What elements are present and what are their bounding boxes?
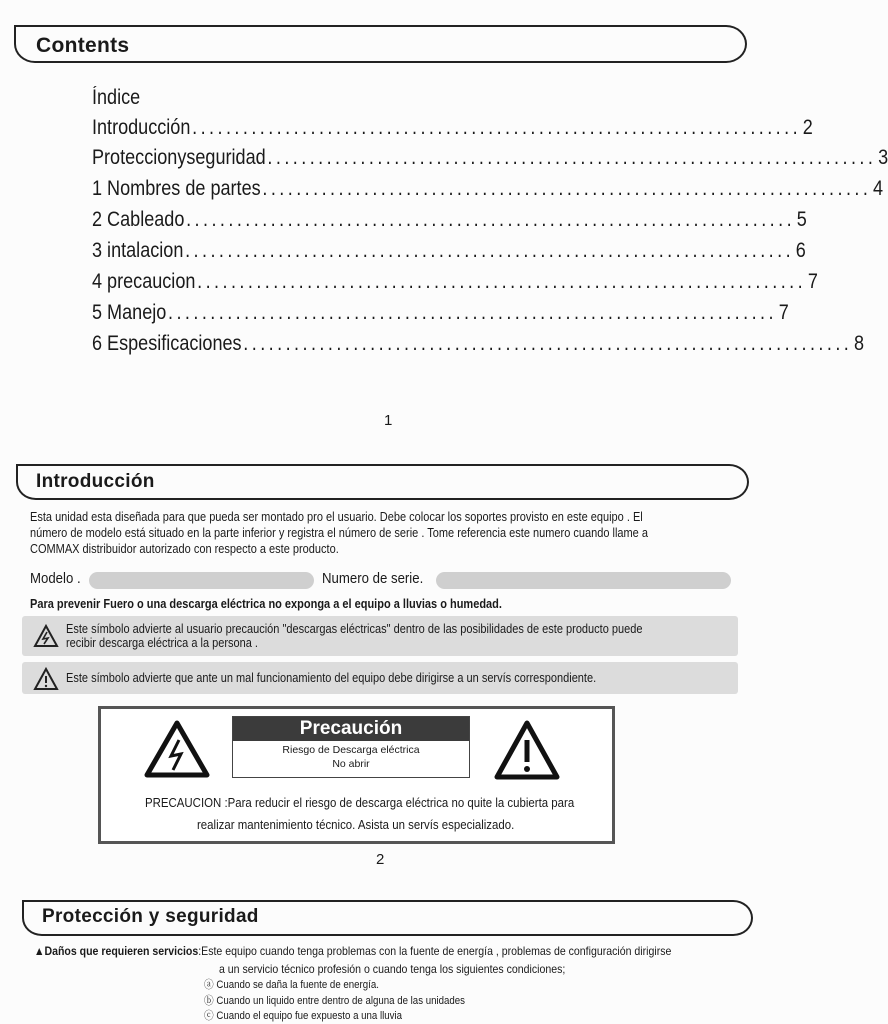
toc-item-page: 6 <box>795 239 806 262</box>
toc-leader-dots: ........................................................................ <box>262 177 872 200</box>
toc-item-page: 3 <box>878 146 888 169</box>
toc-item[interactable] <box>92 116 813 140</box>
shock-note-line: Este símbolo advierte al usuario precaución "descargas eléctricas" dentro de las posibilidades de este producto puede <box>66 622 643 636</box>
serial-field[interactable] <box>436 572 731 589</box>
toc-leader-dots: ........................................................................ <box>186 208 796 231</box>
protection-header-title: Protección y seguridad <box>42 906 259 927</box>
toc-leader-dots: ........................................................................ <box>197 270 807 293</box>
toc-item-page: 4 <box>873 177 884 200</box>
intro-paragraph-line: Esta unidad esta diseñada para que pueda ser montado pro el usuario. Debe colocar los soportes provisto en este equipo . El <box>30 510 643 524</box>
caution-banner: Precaución <box>233 717 469 741</box>
caution-subtitle: Riesgo de Descarga eléctrica <box>282 744 420 756</box>
toc-item[interactable] <box>92 270 818 294</box>
toc-item-label: 3 intalacion <box>92 239 184 262</box>
fire-warning: Para prevenir Fuero o una descarga eléctrica no exponga a el equipo a lluvias o humedad. <box>30 597 502 611</box>
caution-text-line: realizar mantenimiento técnico. Asista un servís especializado. <box>197 817 515 832</box>
intro-paragraph-line: número de modelo está situado en la parte inferior y registra el número de serie . Tome referencia este numero cuando llame a <box>30 526 648 540</box>
model-label: Modelo . <box>30 570 81 587</box>
toc-item-label: 6 Espesificaciones <box>92 332 242 355</box>
toc-item[interactable] <box>92 146 888 170</box>
toc-item-page: 2 <box>802 116 813 139</box>
toc-item[interactable] <box>92 332 865 356</box>
toc-item-page: 8 <box>853 332 865 355</box>
toc-leader-dots: ........................................................................ <box>243 332 853 355</box>
service-bullet-text: :Este equipo cuando tenga problemas con la fuente de energía , problemas de configuración dirigirse <box>198 944 672 958</box>
condition-item: ⓑ Cuando un liquido entre dentro de alguna de las unidades <box>204 995 466 1007</box>
toc-item-page: 7 <box>807 270 818 293</box>
toc-item-label: Introducción <box>92 116 191 139</box>
toc-subtitle: Índice <box>92 86 141 109</box>
toc-item[interactable] <box>92 239 806 263</box>
toc-item[interactable] <box>92 208 807 232</box>
toc-item-label: 4 precaucion <box>92 270 196 293</box>
page-number: 1 <box>384 412 393 429</box>
caution-subtitle: No abrir <box>332 758 370 770</box>
page-number: 2 <box>376 851 385 868</box>
service-bullet-continuation: a un servicio técnico profesión o cuando tenga los siguientes condiciones; <box>219 962 566 976</box>
model-field[interactable] <box>89 572 314 589</box>
toc-leader-dots: ........................................................................ <box>185 239 795 262</box>
service-bullet-line <box>34 943 671 959</box>
exclamation-warning-icon <box>33 667 59 691</box>
toc-item-label: 5 Manejo <box>92 301 167 324</box>
shock-warning-icon <box>33 624 59 648</box>
toc-item-label: 1 Nombres de partes <box>92 177 261 200</box>
intro-paragraph-line: COMMAX distribuidor autorizado con respecto a este producto. <box>30 542 339 556</box>
intro-header-title: Introducción <box>36 471 155 492</box>
serial-label: Numero de serie. <box>322 570 424 587</box>
toc-leader-dots: ........................................................................ <box>168 301 777 324</box>
toc-leader-dots: ........................................................................ <box>267 146 877 169</box>
shock-note-line: recibir descarga eléctrica a la persona . <box>66 636 258 650</box>
toc-item-page: 5 <box>796 208 807 231</box>
condition-item: ⓐ Cuando se daña la fuente de energía. <box>204 979 379 991</box>
condition-item: ⓒ Cuando el equipo fue expuesto a una lluvia <box>204 1010 403 1022</box>
lightning-warning-icon <box>144 720 210 778</box>
exclamation-note: Este símbolo advierte que ante un mal funcionamiento del equipo debe dirigirse a un servís correspondiente. <box>66 671 597 685</box>
toc-item[interactable] <box>92 301 789 325</box>
toc-item-page: 7 <box>778 301 789 324</box>
toc-item[interactable] <box>92 177 884 201</box>
caution-text-line: PRECAUCION :Para reducir el riesgo de descarga eléctrica no quite la cubierta para <box>145 795 575 810</box>
toc-item-label: 2 Cableado <box>92 208 185 231</box>
service-bullet-heading: ▲Daños que requieren servicios <box>34 944 199 958</box>
toc-leader-dots: ........................................................................ <box>192 116 802 139</box>
toc-item-label: Proteccionyseguridad <box>92 146 266 169</box>
contents-header-title: Contents <box>36 34 130 57</box>
exclamation-warning-icon <box>494 720 560 780</box>
